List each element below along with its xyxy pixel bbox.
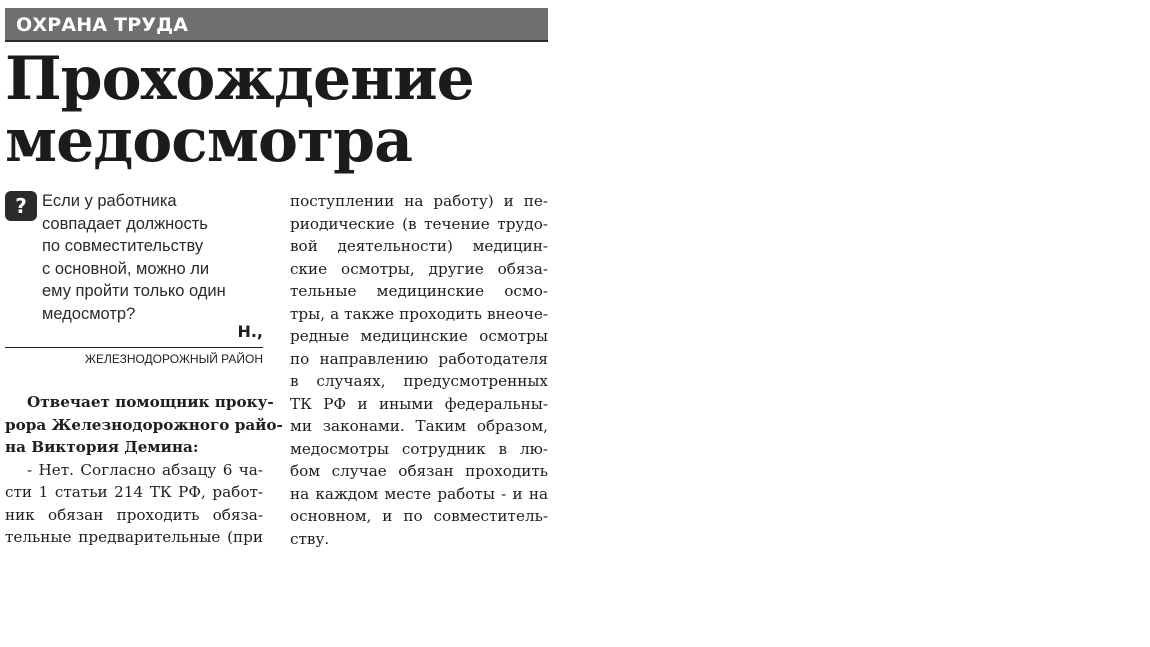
article-headline bbox=[5, 44, 548, 176]
answer-body-line: сти 1 статьи 214 ТК РФ, работ- bbox=[5, 483, 263, 501]
answer-body-line: бом случае обязан проходить bbox=[290, 462, 548, 480]
answer-body-line: ТК РФ и иными федеральны- bbox=[290, 394, 548, 413]
answer-body-line: тельные предварительные (при bbox=[5, 528, 263, 546]
answer-intro-line: Отвечает помощник проку- bbox=[27, 393, 274, 411]
question-divider bbox=[5, 347, 263, 348]
question-line: совпадает должность bbox=[42, 214, 208, 233]
question-line: ему пройти только один bbox=[42, 282, 226, 300]
answer-body-line: ник обязан проходить обяза- bbox=[5, 505, 263, 524]
author-district: ЖЕЛЕЗНОДОРОЖНЫЙ РАЙОН bbox=[84, 352, 263, 366]
answer-column-left bbox=[5, 391, 283, 549]
answer-body-line: медосмотры сотрудник в лю- bbox=[290, 439, 548, 458]
answer-intro-line: рора Железнодорожного райо- bbox=[5, 415, 283, 434]
question-line: Если у работника bbox=[42, 192, 177, 210]
answer-body-line: поступлении на работу) и пе- bbox=[290, 192, 548, 210]
answer-body-line: по направлению работодателя bbox=[290, 349, 548, 368]
answer-body-line: тельные медицинские осмо- bbox=[290, 282, 548, 300]
answer-body-line: в случаях, предусмотренных bbox=[290, 372, 548, 390]
answer-body-line: ству. bbox=[290, 529, 330, 548]
rubric-label: ОХРАНА ТРУДА bbox=[16, 14, 189, 36]
question-author: Н., bbox=[237, 322, 263, 341]
answer-body-line: тры, а также проходить внеоче- bbox=[290, 304, 548, 323]
headline-line: Прохождение bbox=[5, 44, 474, 114]
answer-body-line: ми законами. Таким образом, bbox=[290, 417, 548, 435]
reader-question bbox=[42, 190, 262, 325]
answer-body-line: риодические (в течение трудо- bbox=[290, 214, 548, 233]
question-line: по совместительству bbox=[42, 237, 204, 255]
answer-body-line: - Нет. Согласно абзацу 6 ча- bbox=[27, 460, 263, 479]
answer-body-line: ские осмотры, другие обяза- bbox=[290, 259, 548, 278]
headline-line: медосмотра bbox=[5, 106, 412, 176]
answer-intro-line: на Виктория Демина: bbox=[5, 438, 199, 456]
question-mark-icon: ? bbox=[5, 191, 37, 221]
section-rubric bbox=[5, 8, 548, 42]
answer-body-line: редные медицинские осмотры bbox=[290, 327, 548, 345]
answer-body-line: основном, и по совместитель- bbox=[290, 507, 548, 525]
question-line: с основной, можно ли bbox=[42, 259, 210, 278]
answer-column-right bbox=[290, 190, 548, 550]
question-line: медосмотр? bbox=[42, 304, 136, 323]
answer-body-line: на каждом месте работы - и на bbox=[290, 484, 548, 503]
answer-body-line: вой деятельности) медицин- bbox=[290, 237, 548, 255]
